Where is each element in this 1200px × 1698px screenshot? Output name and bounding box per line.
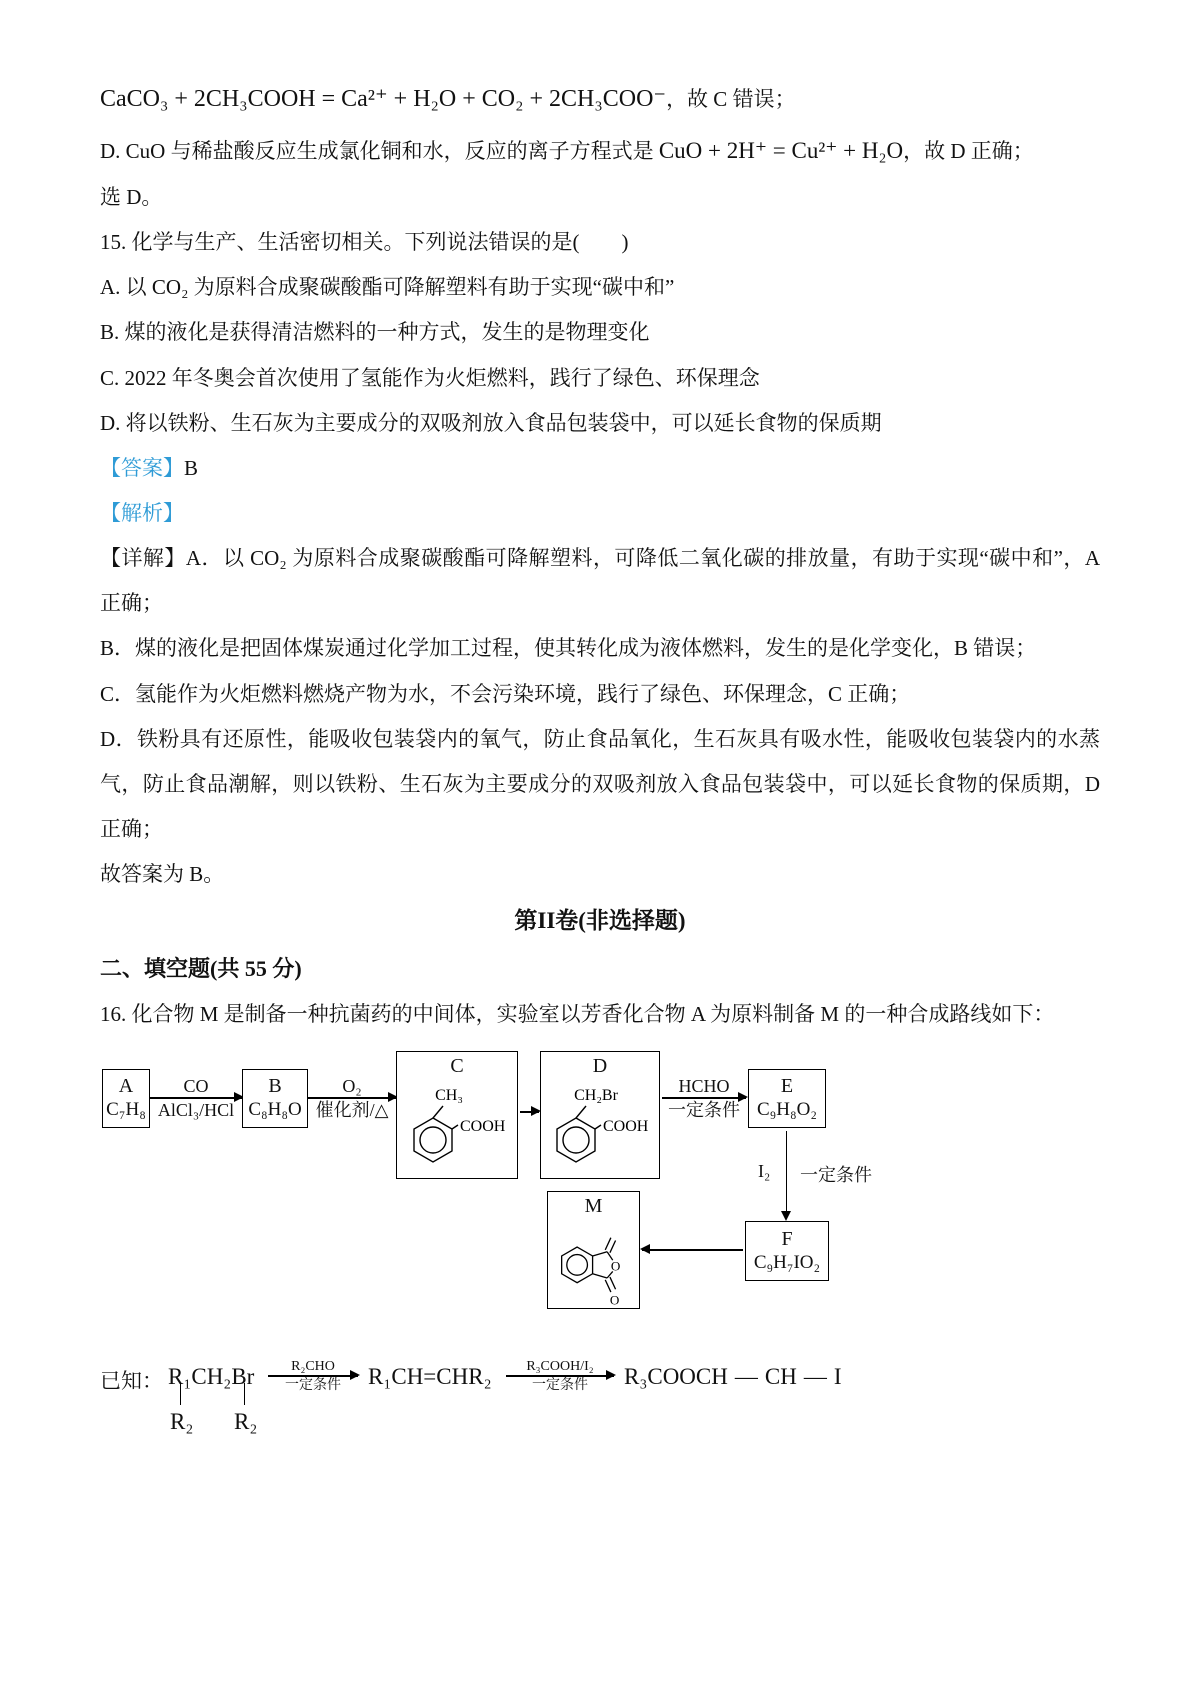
final-answer-line: 故答案为 B。: [100, 862, 225, 887]
arrow-b-to-c: [308, 1075, 396, 1121]
arrow-ab-reagent: CO: [183, 1075, 209, 1096]
arrow-ef-condition: 一定条件: [800, 1164, 872, 1185]
bond-dash-2: —: [803, 1363, 827, 1389]
section2-title: 第II卷(非选择题): [514, 908, 686, 934]
bond-vertical-2: [244, 1383, 245, 1405]
compound-a-label: A: [118, 1075, 134, 1098]
known-reactant: R₁CH₂Br: [168, 1363, 255, 1389]
arrow-ab-shaft: [150, 1097, 242, 1099]
arrow-f-to-m: [642, 1249, 743, 1251]
q15-option-d: D. 将以铁粉、生石灰为主要成分的双吸剂放入食品包装袋中，可以延长食物的保质期: [100, 410, 882, 435]
detail-paragraph-c: C．氢能作为火炬燃料燃烧产物为水，不会污染环境，践行了绿色、环保理念，C 正确；: [100, 681, 911, 706]
compound-box-b: [242, 1069, 308, 1128]
arrow-de-shaft: [662, 1097, 746, 1099]
detail-label: 【详解】: [100, 546, 186, 571]
structure-c-cooh: COOH: [460, 1117, 506, 1135]
arrow-de-reagent: HCHO: [678, 1075, 730, 1096]
known-product-sub2: R₂: [234, 1408, 258, 1434]
q15-option-c: C. 2022 年冬奥会首次使用了氢能作为火炬燃料，践行了绿色、环保理念: [100, 365, 760, 390]
answer-line: [100, 446, 1100, 491]
compound-b-formula: C₈H₈O: [248, 1099, 302, 1121]
compound-box-e: [748, 1069, 826, 1128]
arrow-bc-condition: 催化剂/△: [315, 1099, 389, 1120]
q15-option-b: B. 煤的液化是获得清洁燃料的一种方式，发生的是物理变化: [100, 320, 650, 345]
detail-paragraph-d: D．铁粉具有还原性，能吸收包装袋内的氧气，防止食品氧化，生石灰具有吸水性，能吸收包装袋内的水蒸气，防止食品潮解，则以铁粉、生石灰为主要成分的双吸剂放入食品包装袋中，可以延长食物的保质期，D 正确；: [100, 726, 1100, 841]
known-product-ester: R₃COOCH: [624, 1363, 728, 1389]
synthesis-scheme: [100, 1051, 1100, 1319]
compound-box-d: [540, 1051, 660, 1179]
bond-dash-1: —: [734, 1363, 758, 1389]
compound-e-formula: C₉H₈O₂: [757, 1099, 817, 1121]
structure-d-benzene-ring: [544, 1078, 656, 1176]
arrow-bc-reagent: O₂: [342, 1075, 362, 1096]
structure-m-carbonyl-oxygen: O: [609, 1292, 619, 1308]
compound-d-label: D: [592, 1054, 608, 1077]
known-arrow-2: [506, 1358, 614, 1394]
detail-paragraph-a: [100, 536, 1100, 626]
structure-c-benzene-ring: [401, 1078, 513, 1176]
compound-a-formula: C₇H₈: [106, 1099, 146, 1121]
ionic-equation-caco3: CaCO₃ + 2CH₃COOH = Ca²⁺ + H₂O + CO₂ + 2CH₃COO⁻: [100, 86, 667, 112]
detail-a-text: A．以 CO₂ 为原料合成聚碳酸酯可降解塑料，可降低二氧化碳的排放量，有助于实现“碳中和”，A 正确；: [100, 546, 1100, 616]
known-arrow2-shaft: [506, 1375, 614, 1377]
analysis-label: 【解析】: [100, 501, 184, 526]
known-product-iodine: I: [833, 1363, 842, 1389]
structure-c-methyl: CH₃: [435, 1086, 463, 1104]
compound-box-c: [396, 1051, 518, 1179]
structure-d-cooh: COOH: [603, 1117, 649, 1135]
line-d-pre: D. CuO 与稀盐酸反应生成氯化铜和水，反应的离子方程式是: [100, 138, 659, 163]
compound-box-m: [547, 1191, 640, 1309]
arrow-a-to-b: [150, 1075, 242, 1121]
known-prefix: 已知：: [100, 1368, 163, 1393]
detail-paragraph-b: B．煤的液化是把固体煤炭通过化学加工过程，使其转化成为液体燃料，发生的是化学变化，B 错误；: [100, 636, 1037, 661]
known-product-sub1: R₂: [170, 1408, 194, 1434]
equation-line-c: [100, 74, 1100, 126]
equation-c-suffix: ，故 C 错误；: [666, 87, 796, 111]
compound-e-label: E: [780, 1075, 794, 1098]
arrow-c-to-d: [520, 1111, 539, 1113]
answer-value: B: [184, 455, 199, 480]
section2-subtitle: 二、填空题(共 55 分): [100, 955, 302, 981]
compound-f-label: F: [781, 1227, 793, 1250]
arrow-d-to-e: [662, 1075, 746, 1121]
arrow-e-to-f: [786, 1131, 787, 1219]
known-product: [624, 1364, 884, 1474]
known-intermediate: R₁CH=CHR₂: [368, 1363, 492, 1389]
arrow-de-condition: 一定条件: [668, 1099, 740, 1120]
q15-stem: 15. 化学与生产、生活密切相关。下列说法错误的是( ): [100, 230, 629, 255]
known-product-ch: CH: [764, 1363, 797, 1389]
known-arrow-1: [268, 1358, 358, 1394]
known-arrow1-condition: 一定条件: [285, 1377, 341, 1393]
q15-option-a: A. 以 CO₂ 为原料合成聚碳酸酯可降解塑料有助于实现“碳中和”: [100, 275, 675, 300]
structure-m-lactone: [551, 1218, 637, 1308]
q16-intro: 16. 化合物 M 是制备一种抗菌药的中间体，实验室以芳香化合物 A 为原料制备 M 的一种合成路线如下：: [100, 1001, 1055, 1026]
compound-c-label: C: [450, 1054, 464, 1077]
known-arrow1-shaft: [268, 1375, 358, 1377]
compound-box-a: [102, 1069, 150, 1128]
answer-label: 【答案】: [100, 455, 184, 480]
arrow-bc-shaft: [308, 1097, 396, 1099]
compound-box-f: [745, 1221, 829, 1281]
known-product-main-chain: [624, 1364, 842, 1390]
structure-m-ring-oxygen: O: [610, 1258, 620, 1274]
analysis-line: [100, 491, 1100, 536]
known-arrow2-condition: 一定条件: [532, 1377, 588, 1393]
compound-m-label: M: [584, 1194, 603, 1217]
compound-f-formula: C₉H₇IO₂: [753, 1251, 821, 1273]
arrow-ef-reagent: I₂: [758, 1160, 771, 1181]
explanation-line-d: [100, 126, 1100, 175]
known-arrow2-reagent: R₃COOH/I₂: [526, 1358, 594, 1374]
known-reactions: [100, 1353, 1100, 1483]
ionic-equation-cuo: CuO + 2H⁺ = Cu²⁺ + H₂O: [658, 137, 904, 163]
choose-answer-line: 选 D。: [100, 185, 163, 210]
line-d-suffix: ，故 D 正确；: [903, 138, 1034, 163]
compound-b-label: B: [268, 1075, 282, 1098]
known-arrow1-reagent: R₂CHO: [291, 1358, 335, 1374]
arrow-ab-condition: AlCl₃/HCl: [157, 1099, 235, 1120]
bond-vertical-1: [180, 1383, 181, 1405]
structure-d-bromomethyl: CH₂Br: [574, 1086, 618, 1104]
